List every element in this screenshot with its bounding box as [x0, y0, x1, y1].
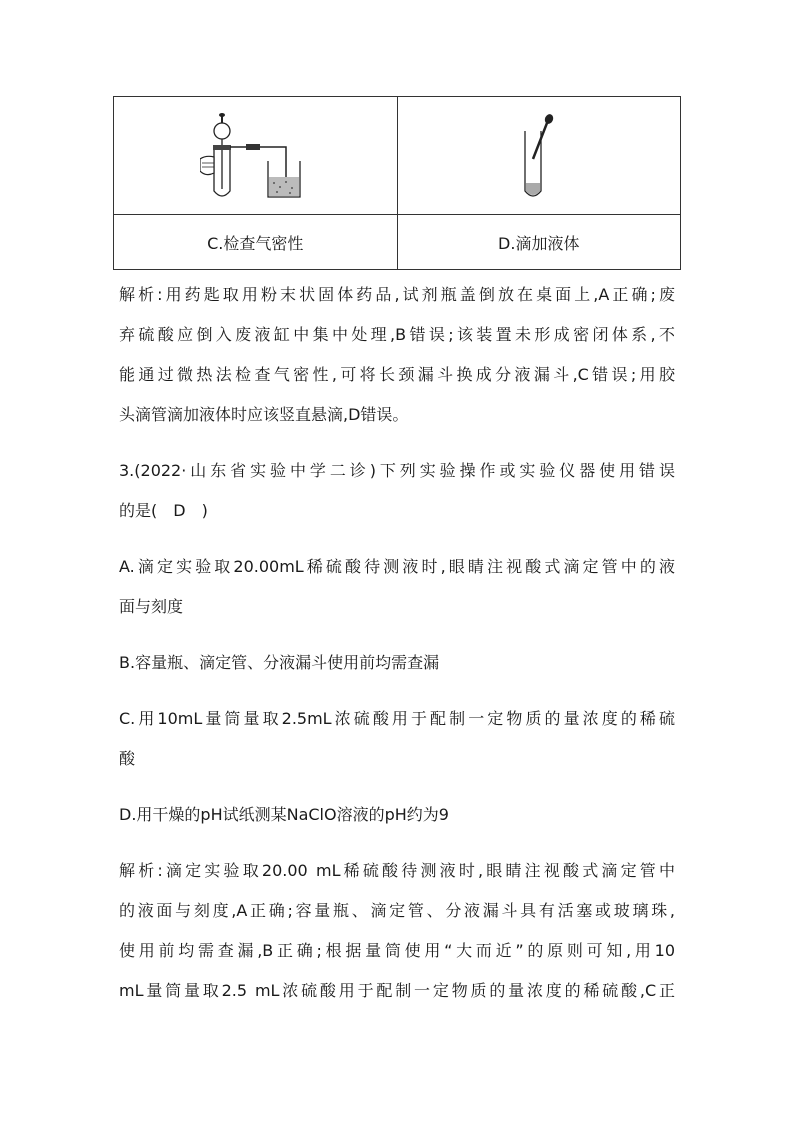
- option-d: D.用干燥的pH试纸测某NaClO溶液的pH约为9: [119, 805, 449, 824]
- figure-cell-c: [114, 97, 398, 215]
- option-c-line-1: C.用10mL量筒量取2.5mL浓硫酸用于配制一定物质的量浓度的稀硫: [119, 709, 675, 728]
- option-a-line-1: A.滴定实验取20.00mL稀硫酸待测液时,眼睛注视酸式滴定管中的液: [119, 557, 675, 576]
- option-d-caption: D.滴加液体: [397, 215, 681, 270]
- airtightness-check-apparatus-illustration: [200, 111, 310, 201]
- analysis1-line-2: 弃硫酸应倒入废液缸中集中处理,B错误;该装置未形成密闭体系,不: [119, 325, 675, 344]
- figure-cell-d: [397, 97, 681, 215]
- analysis2-line-2: 的液面与刻度,A正确;容量瓶、滴定管、分液漏斗具有活塞或玻璃珠,: [119, 901, 675, 920]
- question3-stem-line-1: 3.(2022·山东省实验中学二诊)下列实验操作或实验仪器使用错误: [119, 461, 675, 480]
- analysis1-line-1: 解析:用药匙取用粉末状固体药品,试剂瓶盖倒放在桌面上,A正确;废: [119, 285, 675, 304]
- option-c-line-2: 酸: [119, 749, 136, 768]
- options-figure-table: [113, 96, 681, 270]
- analysis2-line-1: 解析:滴定实验取20.00 mL稀硫酸待测液时,眼睛注视酸式滴定管中: [119, 861, 675, 880]
- option-a-line-2: 面与刻度: [119, 597, 184, 616]
- analysis1-line-4: 头滴管滴加液体时应该竖直悬滴,D错误。: [119, 405, 409, 424]
- analysis2-line-3: 使用前均需查漏,B正确;根据量筒使用“大而近”的原则可知,用10: [119, 941, 675, 960]
- option-c-caption: C.检查气密性: [114, 215, 398, 270]
- analysis1-line-3: 能通过微热法检查气密性,可将长颈漏斗换成分液漏斗,C错误;用胶: [119, 365, 675, 384]
- option-b: B.容量瓶、滴定管、分液漏斗使用前均需查漏: [119, 653, 440, 672]
- question3-stem-line-2: 的是( D ): [119, 501, 208, 520]
- dropper-adding-liquid-illustration: [509, 111, 569, 201]
- analysis2-line-4: mL量筒量取2.5 mL浓硫酸用于配制一定物质的量浓度的稀硫酸,C正: [119, 981, 675, 1000]
